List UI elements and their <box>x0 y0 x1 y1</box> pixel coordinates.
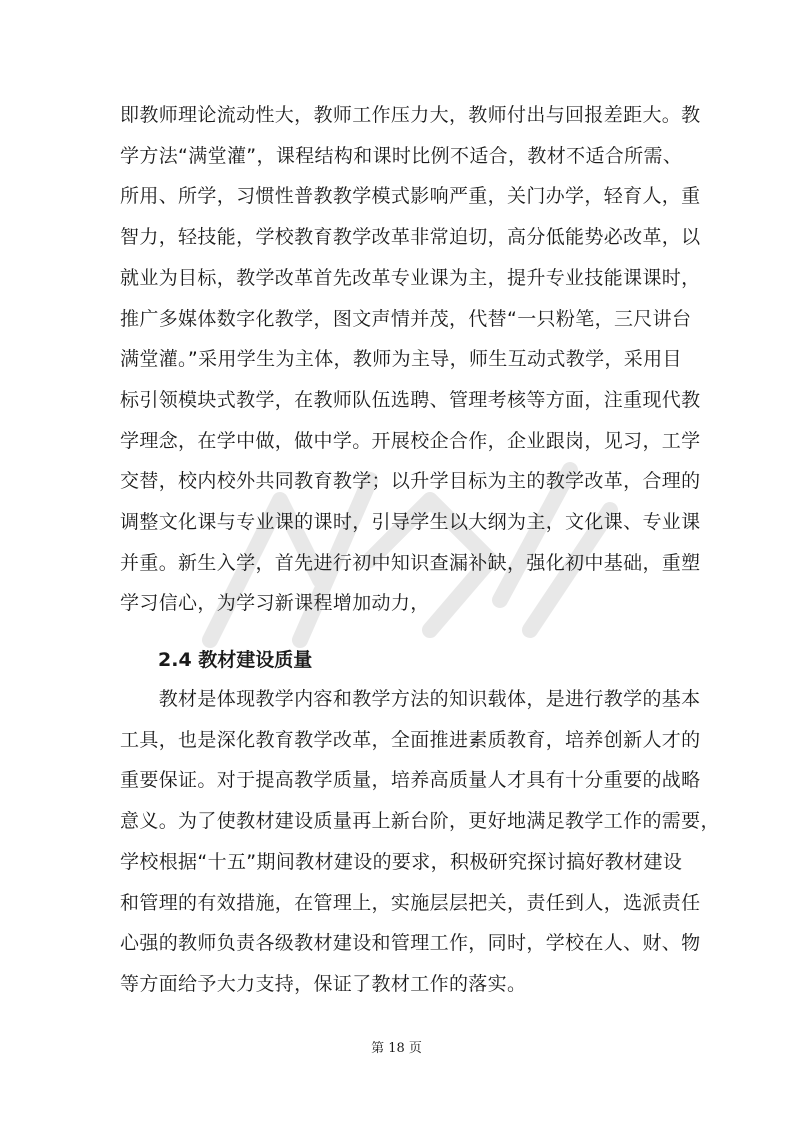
text-line: 学方法“满堂灌”，课程结构和课时比例不适合，教材不适合所需、 <box>120 144 683 167</box>
text-line: 等方面给予大力支持，保证了教材工作的落实。 <box>120 972 527 995</box>
section-heading: 2.4 教材建设质量 <box>158 649 313 671</box>
text-line: 学校根据“十五”期间教材建设的要求，积极研究探讨搞好教材建设 <box>120 850 683 873</box>
text-line: 心强的教师负责各级教材建设和管理工作，同时，学校在人、财、物 <box>120 932 701 955</box>
text-line: 即教师理论流动性大，教师工作压力大，教师付出与回报差距大。教 <box>120 104 701 126</box>
page-number-footer: 第 18 页 <box>371 1041 422 1056</box>
text-line: 所用、所学，习惯性普教教学模式影响严重，关门办学，轻育人，重 <box>120 185 701 208</box>
text-line: 学习信心，为学习新课程增加动力， <box>120 592 430 615</box>
text-line: 调整文化课与专业课的课时，引导学生以大纲为主，文化课、专业课 <box>120 511 701 533</box>
text-line: 重要保证。对于提高教学质量，培养高质量人才具有十分重要的战略 <box>120 769 701 792</box>
text-line: 教材是体现教学内容和教学方法的知识载体，是进行教学的基本 <box>120 688 701 710</box>
text-line: 学理念，在学中做，做中学。开展校企合作，企业跟岗，见习，工学 <box>120 429 701 452</box>
text-line: 推广多媒体数字化教学，图文声情并茂，代替“一只粉笔，三尺讲台 <box>120 307 692 330</box>
text-line: 意义。为了使教材建设质量再上新台阶，更好地满足教学工作的需要， <box>120 810 720 833</box>
text-line: 交替，校内校外共同教育教学；以升学目标为主的教学改革，合理的 <box>120 470 701 493</box>
text-line: 和管理的有效措施，在管理上，实施层层把关，责任到人，选派责任 <box>120 891 701 914</box>
text-line: 满堂灌。”采用学生为主体，教师为主导，师生互动式教学，采用目 <box>120 348 682 371</box>
text-line: 就业为目标，教学改革首先改革专业课为主，提升专业技能课课时， <box>120 266 701 289</box>
text-line: 标引领模块式教学，在教师队伍选聘、管理考核等方面，注重现代教 <box>120 388 701 411</box>
text-line: 智力，轻技能，学校教育教学改革非常迫切，高分低能势必改革，以 <box>120 226 701 249</box>
text-line: 并重。新生入学，首先进行初中知识查漏补缺，强化初中基础，重塑 <box>120 551 701 574</box>
text-line: 工具，也是深化教育教学改革，全面推进素质教育，培养创新人才的 <box>120 728 701 751</box>
